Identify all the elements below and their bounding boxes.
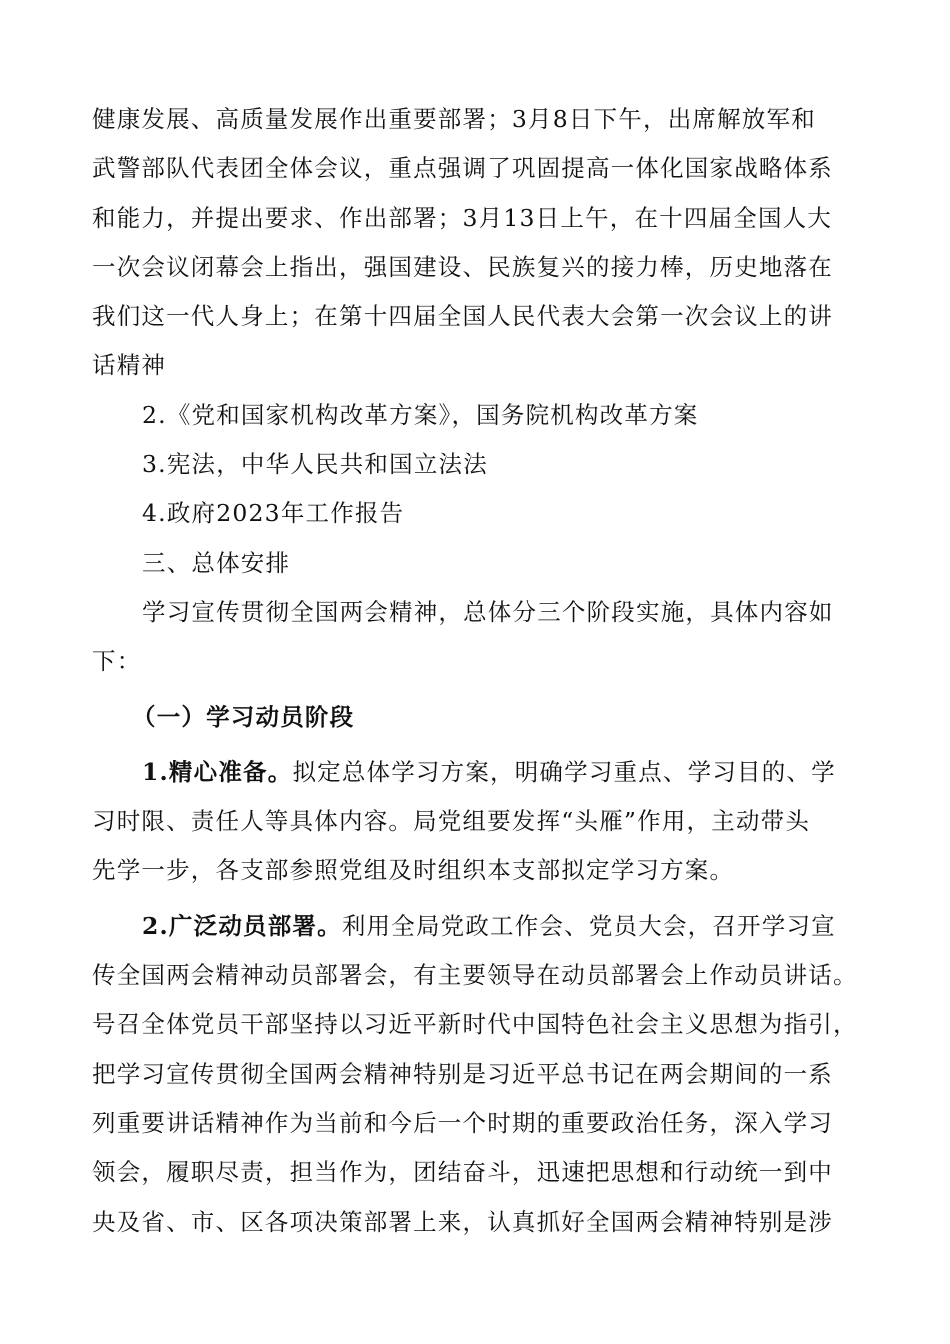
section-heading: 三、总体安排 bbox=[142, 548, 291, 577]
step-2-title: 2.广泛动员部署。 bbox=[142, 911, 342, 940]
paragraph-line: 央及省、市、区各项决策部署上来，认真抓好全国两会精神特别是涉 bbox=[92, 1207, 833, 1236]
step-2-first-line bbox=[92, 902, 860, 951]
paragraph-line: 我们这一代人身上；在第十四届全国人民代表大会第一次会议上的讲 bbox=[92, 302, 833, 331]
paragraph-line: 话精神 bbox=[92, 351, 167, 380]
step-1-title: 1.精心准备。 bbox=[142, 757, 293, 786]
list-item-4: 4.政府2023年工作报告 bbox=[142, 499, 405, 528]
step-2-text: 利用全局党政工作会、党员大会，召开学习宣 bbox=[341, 911, 836, 940]
step-1-text: 拟定总体学习方案，明确学习重点、学习目的、学 bbox=[292, 757, 836, 786]
paragraph-line: 列重要讲话精神作为当前和今后一个时期的重要政治任务，深入学习 bbox=[92, 1108, 833, 1137]
paragraph-line: 把学习宣传贯彻全国两会精神特别是习近平总书记在两会期间的一系 bbox=[92, 1059, 833, 1088]
paragraph-line: 领会，履职尽责，担当作为，团结奋斗，迅速把思想和行动统一到中 bbox=[92, 1158, 833, 1187]
paragraph-line: 习时限、责任人等具体内容。局党组要发挥“头雁”作用，主动带头 bbox=[92, 807, 811, 836]
paragraph-line: 健康发展、高质量发展作出重要部署；3月8日下午，出席解放军和 bbox=[92, 105, 816, 133]
paragraph-line: 武警部队代表团全体会议，重点强调了巩固提高一体化国家战略体系 bbox=[92, 154, 833, 183]
list-item-3: 3.宪法，中华人民共和国立法法 bbox=[142, 450, 488, 479]
subsection-heading: （一）学习动员阶段 bbox=[132, 702, 355, 731]
document-page bbox=[92, 95, 860, 1247]
paragraph-line: 一次会议闭幕会上指出，强国建设、民族复兴的接力棒，历史地落在 bbox=[92, 252, 833, 281]
paragraph-line: 号召全体党员干部坚持以习近平新时代中国特色社会主义思想为指引， bbox=[92, 1010, 858, 1039]
paragraph-line: 传全国两会精神动员部署会，有主要领导在动员部署会上作动员讲话。 bbox=[92, 961, 858, 990]
paragraph-line: 下： bbox=[92, 647, 142, 676]
step-1-first-line bbox=[92, 748, 860, 797]
paragraph-line: 和能力，并提出要求、作出部署；3月13日上午，在十四届全国人大 bbox=[92, 203, 833, 232]
list-item-2: 2.《党和国家机构改革方案》，国务院机构改革方案 bbox=[142, 400, 699, 429]
paragraph-line: 先学一步，各支部参照党组及时组织本支部拟定学习方案。 bbox=[92, 856, 735, 885]
paragraph-line: 学习宣传贯彻全国两会精神，总体分三个阶段实施，具体内容如 bbox=[142, 597, 834, 626]
